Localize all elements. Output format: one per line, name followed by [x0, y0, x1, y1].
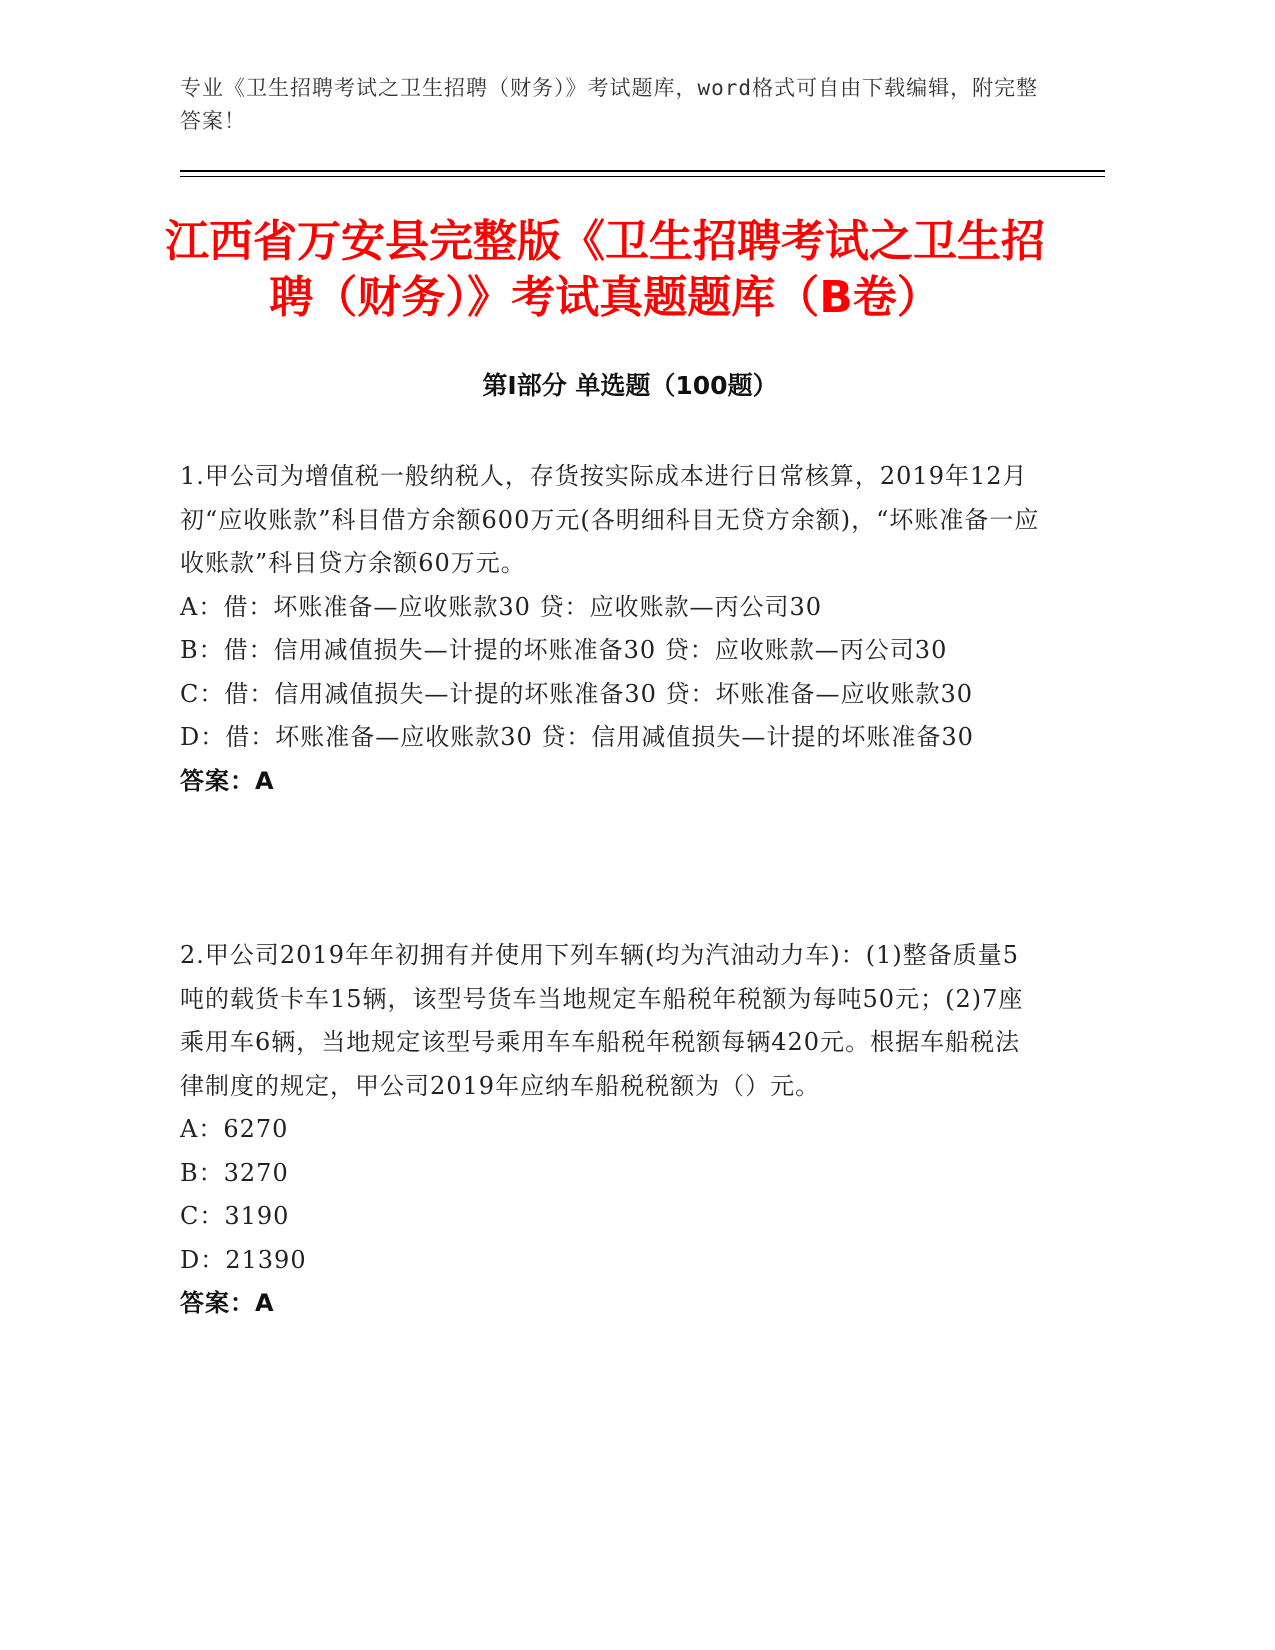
- option-c: C：3190: [180, 1202, 290, 1230]
- option-d: D：21390: [180, 1245, 307, 1274]
- header-note: 专业《卫生招聘考试之卫生招聘（财务）》考试题库，word格式可自由下载编辑，附完整答案！: [180, 76, 1039, 133]
- option-b: B：借：信用减值损失—计提的坏账准备30 贷：应收账款—丙公司30: [180, 636, 948, 664]
- question-2: [180, 934, 1040, 1326]
- header-divider-thin: [180, 176, 1105, 177]
- answer: 答案：A: [180, 1289, 275, 1317]
- question-stem: 1.甲公司为增值税一般纳税人，存货按实际成本进行日常核算，2019年12月初“应收账款”科目借方余额600万元(各明细科目无贷方余额)，“坏账准备一应收账款”科目贷方余额60万元。: [180, 462, 1040, 577]
- document-title: 江西省万安县完整版《卫生招聘考试之卫生招聘（财务）》考试真题题库（B卷）: [165, 216, 1045, 323]
- option-a: A：借：坏账准备—应收账款30 贷：应收账款—丙公司30: [180, 592, 823, 621]
- section-heading: 第Ⅰ部分 单选题（100题）: [482, 371, 778, 400]
- question-stem: 2.甲公司2019年年初拥有并使用下列车辆(均为汽油动力车)：(1)整备质量5吨的载货卡车15辆，该型号货车当地规定车船税年税额为每吨50元；(2)7座乘用车6辆，当地规定该型号乘用车车船税年税额每辆420元。根据车船税法律制度的规定，甲公司2019年应纳车船税税额为（）元。: [180, 941, 1024, 1100]
- option-c: C：借：信用减值损失—计提的坏账准备30 贷：坏账准备—应收账款30: [180, 679, 974, 708]
- option-b: B：3270: [180, 1158, 289, 1187]
- header-divider-thick: [180, 170, 1105, 172]
- option-d: D：借：坏账准备—应收账款30 贷：信用减值损失—计提的坏账准备30: [180, 723, 974, 751]
- option-a: A：6270: [180, 1115, 289, 1143]
- answer: 答案：A: [180, 766, 275, 795]
- question-1: [180, 455, 1040, 803]
